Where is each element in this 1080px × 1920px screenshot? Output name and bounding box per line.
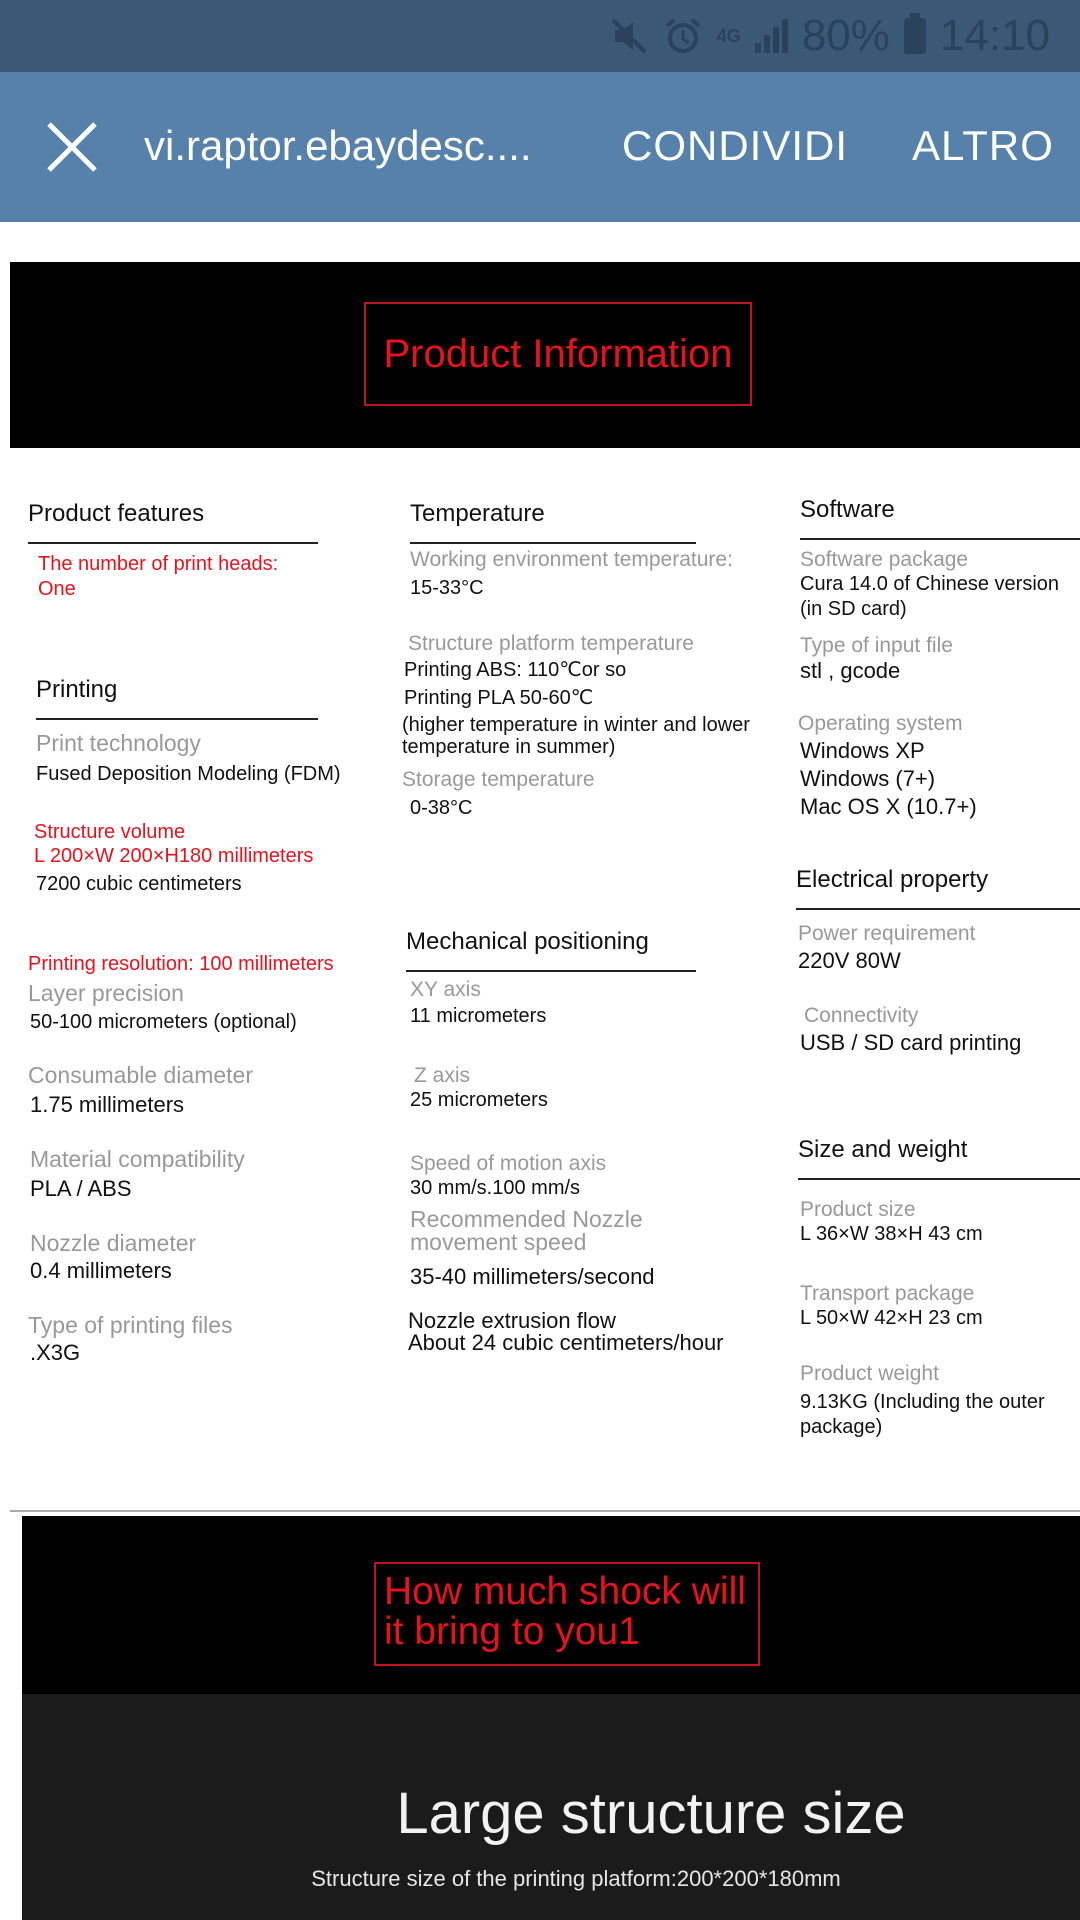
close-button[interactable]: [30, 112, 114, 182]
nozzle-label: Nozzle diameter: [30, 1230, 197, 1256]
consumable-label: Consumable diameter: [28, 1062, 254, 1088]
mute-icon: [609, 16, 649, 56]
section-head-features: Product features: [28, 500, 318, 544]
print-tech-label: Print technology: [36, 730, 201, 756]
weight-label: Product weight: [800, 1362, 939, 1385]
input-file-label: Type of input file: [800, 634, 953, 657]
signal-icon: [755, 19, 788, 53]
battery-percent: 80%: [801, 11, 890, 60]
large-structure-title: Large structure size: [396, 1781, 906, 1846]
layer-label: Layer precision: [28, 980, 184, 1006]
product-info-banner: [10, 262, 1080, 448]
share-button[interactable]: CONDIVIDI: [622, 122, 849, 169]
resolution-text: Printing resolution: 100 millimeters: [28, 953, 334, 975]
shock-banner: [22, 1516, 1080, 1920]
material-value: PLA / ABS: [30, 1176, 132, 1201]
structure-volume-dims: L 200×W 200×H180 millimeters: [34, 845, 314, 867]
os-value-3: Mac OS X (10.7+): [800, 794, 977, 819]
speed-label: Speed of motion axis: [410, 1152, 607, 1175]
files-label: Type of printing files: [28, 1312, 233, 1338]
clock: 14:10: [939, 11, 1050, 60]
input-file-value: stl , gcode: [800, 658, 901, 683]
product-info-title: Product Information: [364, 302, 752, 406]
web-content[interactable]: [0, 222, 1080, 1920]
transport-value: L 50×W 42×H 23 cm: [800, 1307, 983, 1329]
os-label: Operating system: [798, 712, 963, 735]
extrusion-value: About 24 cubic centimeters/hour: [408, 1330, 724, 1355]
connectivity-value: USB / SD card printing: [800, 1030, 1022, 1055]
storage-label: Storage temperature: [402, 768, 595, 791]
transport-label: Transport package: [800, 1282, 975, 1305]
network-4g-icon: 4G: [716, 26, 741, 46]
xy-label: XY axis: [410, 978, 481, 1001]
status-bar: [0, 0, 1080, 72]
structure-size-subtitle: Structure size of the printing platform:200*200*180mm: [311, 1866, 841, 1891]
section-head-temperature: Temperature: [410, 500, 696, 544]
layer-value: 50-100 micrometers (optional): [30, 1011, 297, 1033]
platform-abs: Printing ABS: 110℃or so: [404, 659, 627, 681]
section-head-printing: Printing: [36, 676, 318, 720]
structure-volume-cc: 7200 cubic centimeters: [36, 873, 242, 895]
alarm-icon: [663, 16, 703, 56]
shock-title: How much shock will it bring to you1: [374, 1562, 760, 1666]
package-label: Software package: [800, 548, 969, 571]
battery-icon: [904, 18, 926, 54]
nozzle-speed-value: 35-40 millimeters/second: [410, 1264, 655, 1289]
extrusion-label: Nozzle extrusion flow: [408, 1308, 616, 1333]
connectivity-label: Connectivity: [804, 1004, 919, 1027]
more-button[interactable]: ALTRO: [912, 122, 1054, 169]
power-label: Power requirement: [798, 922, 976, 945]
platform-label: Structure platform temperature: [408, 632, 694, 655]
files-value: .X3G: [30, 1340, 81, 1365]
speed-value: 30 mm/s.100 mm/s: [410, 1177, 581, 1199]
section-divider: [10, 1510, 1080, 1512]
os-value-1: Windows XP: [800, 738, 925, 763]
material-label: Material compatibility: [30, 1146, 245, 1172]
os-value-2: Windows (7+): [800, 766, 936, 791]
section-head-size: Size and weight: [798, 1136, 1080, 1180]
browser-toolbar: [0, 72, 1080, 222]
platform-note: (higher temperature in winter and lower temperature in summer): [402, 714, 750, 758]
platform-pla: Printing PLA 50-60℃: [404, 687, 594, 709]
consumable-value: 1.75 millimeters: [30, 1092, 185, 1117]
section-head-mechanical: Mechanical positioning: [406, 928, 696, 972]
z-value: 25 micrometers: [410, 1089, 548, 1111]
nozzle-value: 0.4 millimeters: [30, 1258, 172, 1283]
product-size-value: L 36×W 38×H 43 cm: [800, 1223, 983, 1245]
section-head-software: Software: [800, 496, 1080, 540]
package-value: Cura 14.0 of Chinese version (in SD card): [800, 573, 1060, 620]
work-env-value: 15-33°C: [410, 577, 484, 599]
weight-value: 9.13KG (Including the outer package): [800, 1391, 1045, 1438]
storage-value: 0-38°C: [410, 797, 473, 819]
work-env-label: Working environment temperature:: [410, 548, 733, 571]
structure-volume-label: Structure volume: [34, 821, 186, 843]
xy-value: 11 micrometers: [410, 1005, 547, 1027]
power-value: 220V 80W: [798, 948, 901, 973]
print-tech-value: Fused Deposition Modeling (FDM): [36, 763, 341, 785]
z-label: Z axis: [414, 1064, 471, 1087]
product-size-label: Product size: [800, 1198, 916, 1221]
url-text[interactable]: vi.raptor.ebaydesc....: [144, 122, 532, 169]
nozzle-speed-label: Recommended Nozzle movement speed: [410, 1206, 643, 1255]
print-heads-text: The number of print heads: One: [38, 553, 279, 600]
section-head-electrical: Electrical property: [796, 866, 1080, 910]
close-icon: [45, 120, 99, 174]
